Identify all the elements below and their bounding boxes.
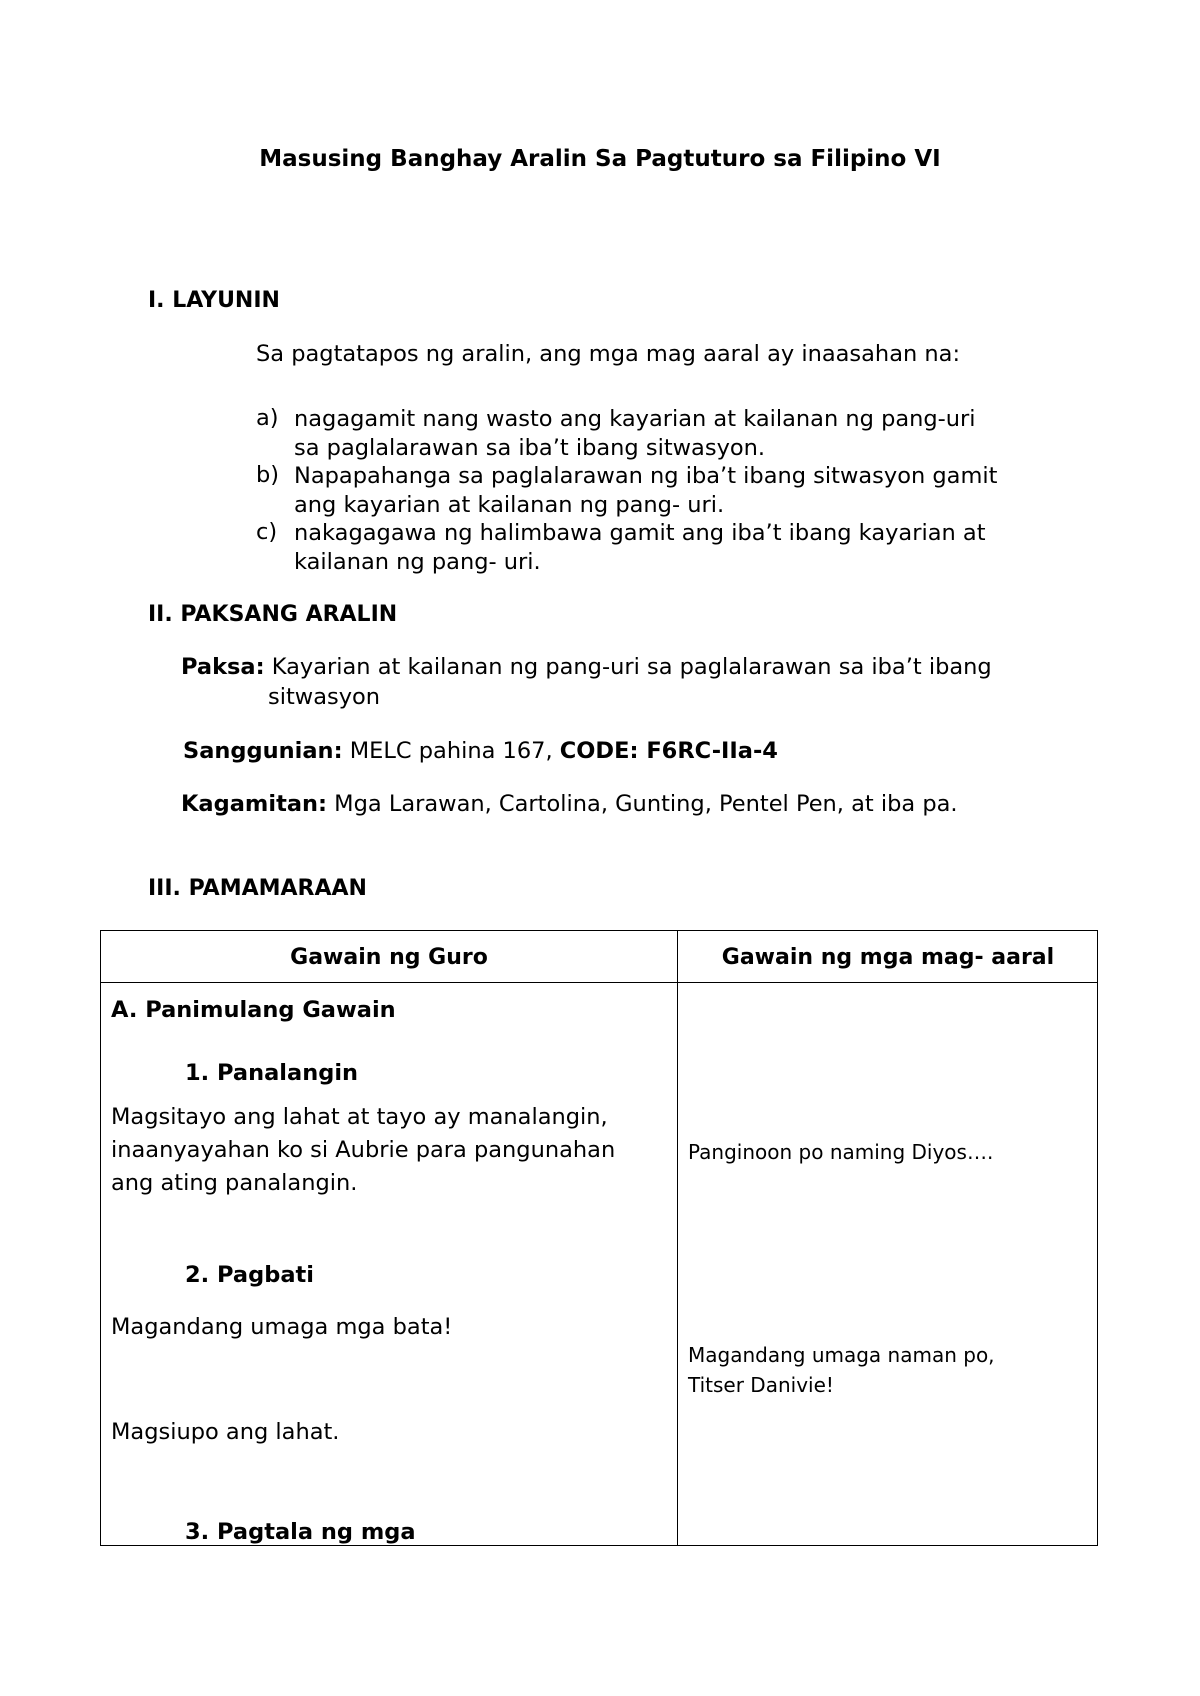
paksa-label: Paksa: [181,654,265,680]
step-2-greeting: Magandang umaga mga bata! [111,1314,453,1340]
sanggunian-value: MELC pahina 167, [342,738,560,764]
objective-b-line-2: ang kayarian at kailanan ng pang- uri. [294,491,725,518]
lesson-table [100,930,1098,1546]
section-a-title: A. Panimulang Gawain [111,997,396,1023]
objective-a-line-1: nagagamit nang wasto ang kayarian at kailanan ng pang-uri [294,406,976,432]
paksa-value: Kayarian at kailanan ng pang-uri sa paglalarawan sa iba’t ibang [264,654,992,680]
kagamitan-label: Kagamitan: [181,791,328,817]
kagamitan-line [181,790,958,819]
step-2-response-line-2: Titser Danivie! [688,1373,834,1397]
table-column-divider [677,931,678,1545]
step-1-text-line-2: inaanyayahan ko si Aubrie para pangunahan [111,1137,616,1163]
step-1-text-line-1: Magsitayo ang lahat at tayo ay manalangin, [111,1104,608,1130]
paksa-line-2: sitwasyon [268,684,381,710]
sanggunian-label: Sanggunian: [183,738,343,764]
step-1-title: 1. Panalangin [185,1060,359,1086]
step-2-instruction: Magsiupo ang lahat. [111,1419,340,1445]
sanggunian-line [183,737,778,766]
column-header-guro: Gawain ng Guro [290,945,488,970]
objective-marker: b) [256,462,280,488]
objective-marker: a) [256,405,279,431]
step-1-text-line-3: ang ating panalangin. [111,1170,358,1196]
step-1-response: Panginoon po naming Diyos…. [688,1140,994,1164]
objective-marker: c) [256,519,278,545]
document-title: Masusing Banghay Aralin Sa Pagtuturo sa Filipino VI [259,146,941,172]
objective-c-line-1: nakagagawa ng halimbawa gamit ang iba’t ibang kayarian at [294,520,986,546]
layunin-heading: I. LAYUNIN [148,288,280,313]
column-header-mag-aaral: Gawain ng mga mag- aaral [721,945,1055,970]
step-3-title: 3. Pagtala ng mga [185,1519,416,1545]
table-header-divider [101,982,1097,983]
code-label: CODE: F6RC-IIa-4 [559,738,778,764]
kagamitan-value: Mga Larawan, Cartolina, Gunting, Pentel Pen, at iba pa. [327,791,958,817]
layunin-intro: Sa pagtatapos ng aralin, ang mga mag aaral ay inaasahan na: [256,341,961,367]
objective-c-line-2: kailanan ng pang- uri. [294,548,541,575]
paksa-line-1 [181,653,992,682]
paksang-aralin-heading: II. PAKSANG ARALIN [148,602,398,627]
pamamaraan-heading: III. PAMAMARAAN [148,876,367,901]
objective-a-line-2: sa paglalarawan sa iba’t ibang sitwasyon. [294,434,766,461]
step-2-response-line-1: Magandang umaga naman po, [688,1343,995,1367]
step-2-title: 2. Pagbati [185,1262,314,1288]
objective-b-line-1: Napapahanga sa paglalarawan ng iba’t ibang sitwasyon gamit [294,463,998,489]
